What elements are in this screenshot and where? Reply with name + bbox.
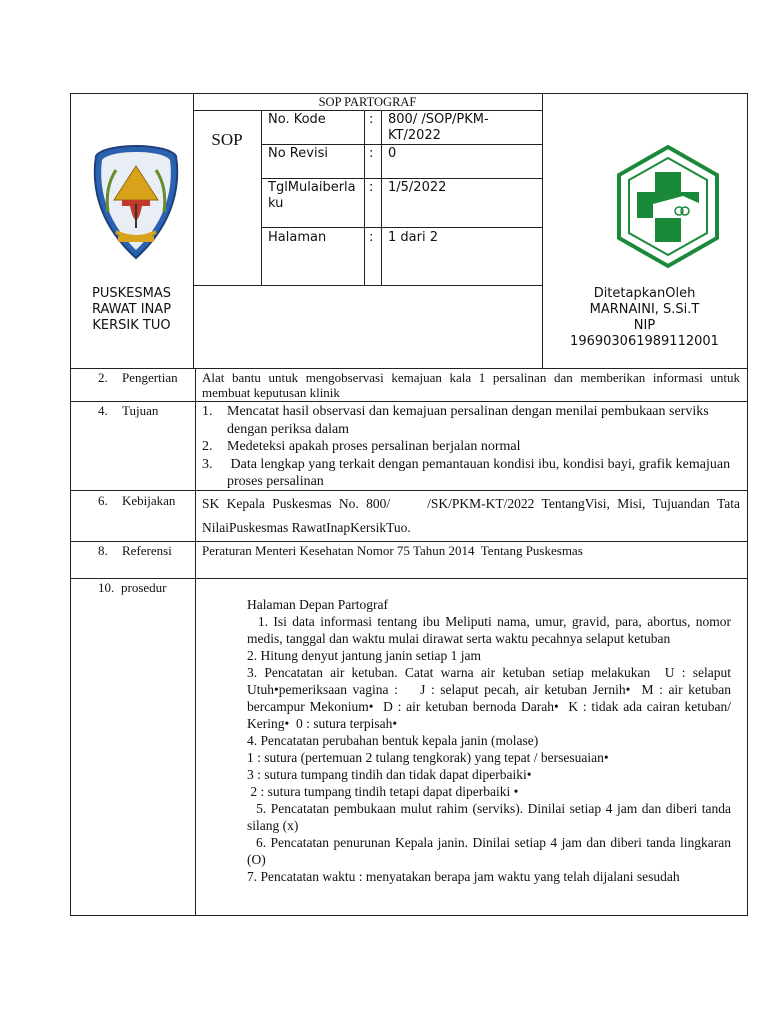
pengertian-text: Alat bantu untuk mengobservasi kemajuan kala 1 persalinan dan memberikan informasi untuk membuat keputusan klinik [202,370,740,400]
field-value-tanggal: 1/5/2022 [388,180,447,195]
tujuan-item: 2. Medeteksi apakah proses persalinan berjalan normal [202,439,521,454]
prosedur-step: 1 : sutura (pertemuan 2 tulang tengkorak) yang tepat / bersesuaian• [247,750,609,765]
sop-title: SOP PARTOGRAF [318,95,417,109]
section-label-referensi: Referensi [122,543,172,558]
section-num-tujuan: 4. [98,403,108,418]
section-label-tujuan: Tujuan [122,403,159,418]
institution-line-2: RAWAT INAP [91,302,172,317]
puskesmas-logo [613,144,723,269]
field-value-halaman: 1 dari 2 [388,230,438,245]
prosedur-step: 7. Pencatatan waktu : menyatakan berapa jam waktu yang telah dijalani sesudah [247,869,680,884]
prosedur-step: 2. Hitung denyut jantung janin setiap 1 jam [247,648,481,663]
section-num-prosedur: 10. [98,580,115,595]
tujuan-list [202,403,740,491]
prosedur-step: 6. Pencatatan penurunan Kepala janin. Dinilai setiap 4 jam dan diberi tanda lingkaran (O) [247,835,735,867]
field-value-kode: 800/ /SOP/PKM-KT/2022 [388,112,489,143]
institution-line-3: KERSIK TUO [92,318,171,333]
section-num-kebijakan: 6. [98,493,108,508]
prosedur-step: 1. Isi data informasi tentang ibu Meliputi nama, umur, gravid, para, abortus, nomor medis, tanggal dan waktu mulai dirawat serta waktu pecahnya selaput ketuban [247,614,735,646]
referensi-text: Peraturan Menteri Kesehatan Nomor 75 Tahun 2014 Tentang Puskesmas [202,543,583,558]
prosedur-body [247,596,735,885]
field-label-tanggal: TglMulaiberlaku [268,180,356,211]
prosedur-step: 3. Pencatatan air ketuban. Catat warna air ketuban setiap melakukan U : selaput Utuh•pemeriksaan vagina : J : selaput pecah, air ketuban Jernih• M : air ketuban bercampur Mekonium• D : air ketuban bernoda Darah• K : tidak ada cairan ketuban/ Kering• 0 : sutura terpisah• [247,665,735,731]
field-label-revisi: No Revisi [268,146,328,161]
prosedur-step: 2 : sutura tumpang tindih tetapi dapat diperbaiki • [247,784,519,799]
prosedur-heading: Halaman Depan Partograf [247,597,388,612]
prosedur-step: 3 : sutura tumpang tindih dan tidak dapat diperbaiki• [247,767,532,782]
section-label-pengertian: Pengertian [122,370,178,385]
approval-line-2: MARNAINI, S.Si.T [589,302,700,317]
section-label-kebijakan: Kebijakan [122,493,176,508]
section-label-prosedur: prosedur [121,580,167,595]
kebijakan-text: SK Kepala Puskesmas No. 800/ /SK/PKM-KT/2022 TentangVisi, Misi, Tujuandan Tata NilaiPuskesmas RawatInapKersikTuo. [202,496,744,535]
section-num-referensi: 8. [98,543,108,558]
field-label-kode: No. Kode [268,112,326,127]
prosedur-step: 5. Pencatatan pembukaan mulut rahim (serviks). Dinilai setiap 4 jam dan diberi tanda silang (x) [247,801,735,833]
tujuan-item: 3. Data lengkap yang terkait dengan pemantauan kondisi ibu, kondisi bayi, grafik kemajuan proses persalinan [202,456,734,489]
field-sep-revisi: : [369,146,374,161]
prosedur-step: 4. Pencatatan perubahan bentuk kepala janin (molase) [247,733,539,748]
sop-label: SOP [211,130,243,149]
section-num-pengertian: 2. [98,370,108,385]
tujuan-item: 1. Mencatat hasil observasi dan kemajuan persalinan dengan menilai pembukaan serviks dengan periksa dalam [202,404,709,437]
institution-line-1: PUSKESMAS [92,286,171,301]
regional-crest-logo [86,142,186,264]
approval-line-4: 196903061989112001 [570,334,719,349]
approval-line-1: DitetapkanOleh [593,286,696,301]
approval-line-3: NIP [633,318,656,333]
field-label-halaman: Halaman [268,230,327,245]
field-sep-halaman: : [369,230,374,245]
field-value-revisi: 0 [388,146,397,161]
field-sep-tanggal: : [369,180,374,195]
field-sep-kode: : [369,112,374,127]
